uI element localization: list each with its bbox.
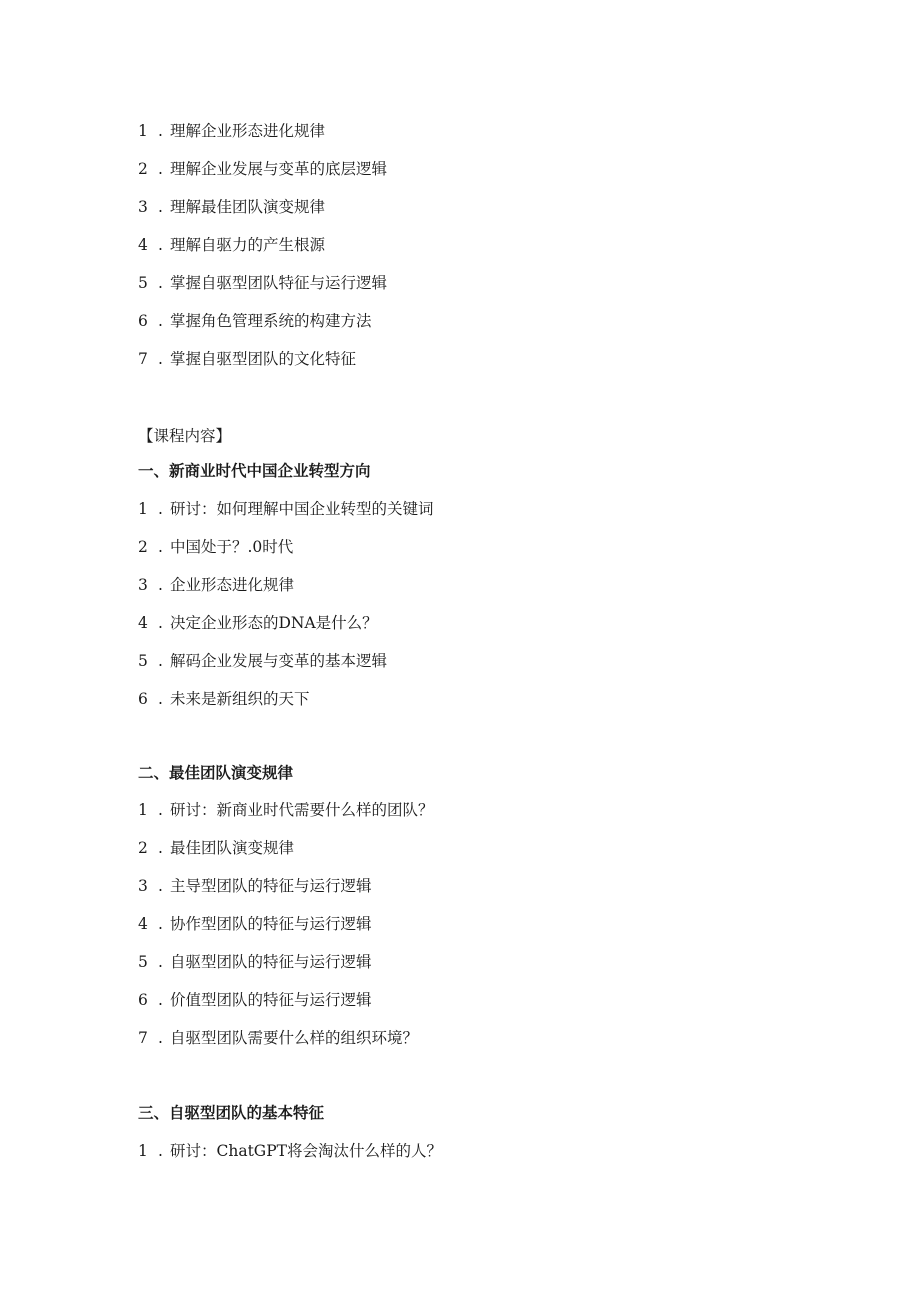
list-item: 3 . 企业形态进化规律 [138,576,295,594]
list-item: 4 . 决定企业形态的DNA是什么？ [138,614,378,632]
list-item: 3 . 主导型团队的特征与运行逻辑 [138,877,372,895]
list-item: 7 . 掌握自驱型团队的文化特征 [138,350,357,368]
list-item: 6 . 价值型团队的特征与运行逻辑 [138,991,372,1009]
section-title: 二、最佳团队演变规律 [138,764,294,782]
list-item: 1 . 研讨：新商业时代需要什么样的团队？ [138,801,434,819]
objectives-list [138,112,387,378]
list-item: 5 . 解码企业发展与变革的基本逻辑 [138,652,388,670]
list-item: 6 . 未来是新组织的天下 [138,690,310,708]
list-item: 2 . 理解企业发展与变革的底层逻辑 [138,160,388,178]
list-item: 7 . 自驱型团队需要什么样的组织环境？ [138,1029,419,1047]
list-item: 2 . 最佳团队演变规律 [138,839,295,857]
section-1-list [138,490,434,718]
list-item: 4 . 理解自驱力的产生根源 [138,236,326,254]
list-item: 4 . 协作型团队的特征与运行逻辑 [138,915,372,933]
list-item: 1 . 理解企业形态进化规律 [138,122,326,140]
list-item: 3 . 理解最佳团队演变规律 [138,198,326,216]
list-item: 5 . 自驱型团队的特征与运行逻辑 [138,953,372,971]
course-content-label: 【课程内容】 [138,427,232,445]
list-item: 1 . 研讨：ChatGPT将会淘汰什么样的人？ [138,1142,442,1160]
list-item: 5 . 掌握自驱型团队特征与运行逻辑 [138,274,388,292]
list-item: 6 . 掌握角色管理系统的构建方法 [138,312,372,330]
section-3-list [138,1132,442,1170]
list-item: 1 . 研讨：如何理解中国企业转型的关键词 [138,500,434,518]
section-title: 三、自驱型团队的基本特征 [138,1104,325,1122]
section-2-list [138,791,434,1057]
section-title: 一、新商业时代中国企业转型方向 [138,462,371,480]
list-item: 2 . 中国处于？.0时代 [138,538,294,556]
